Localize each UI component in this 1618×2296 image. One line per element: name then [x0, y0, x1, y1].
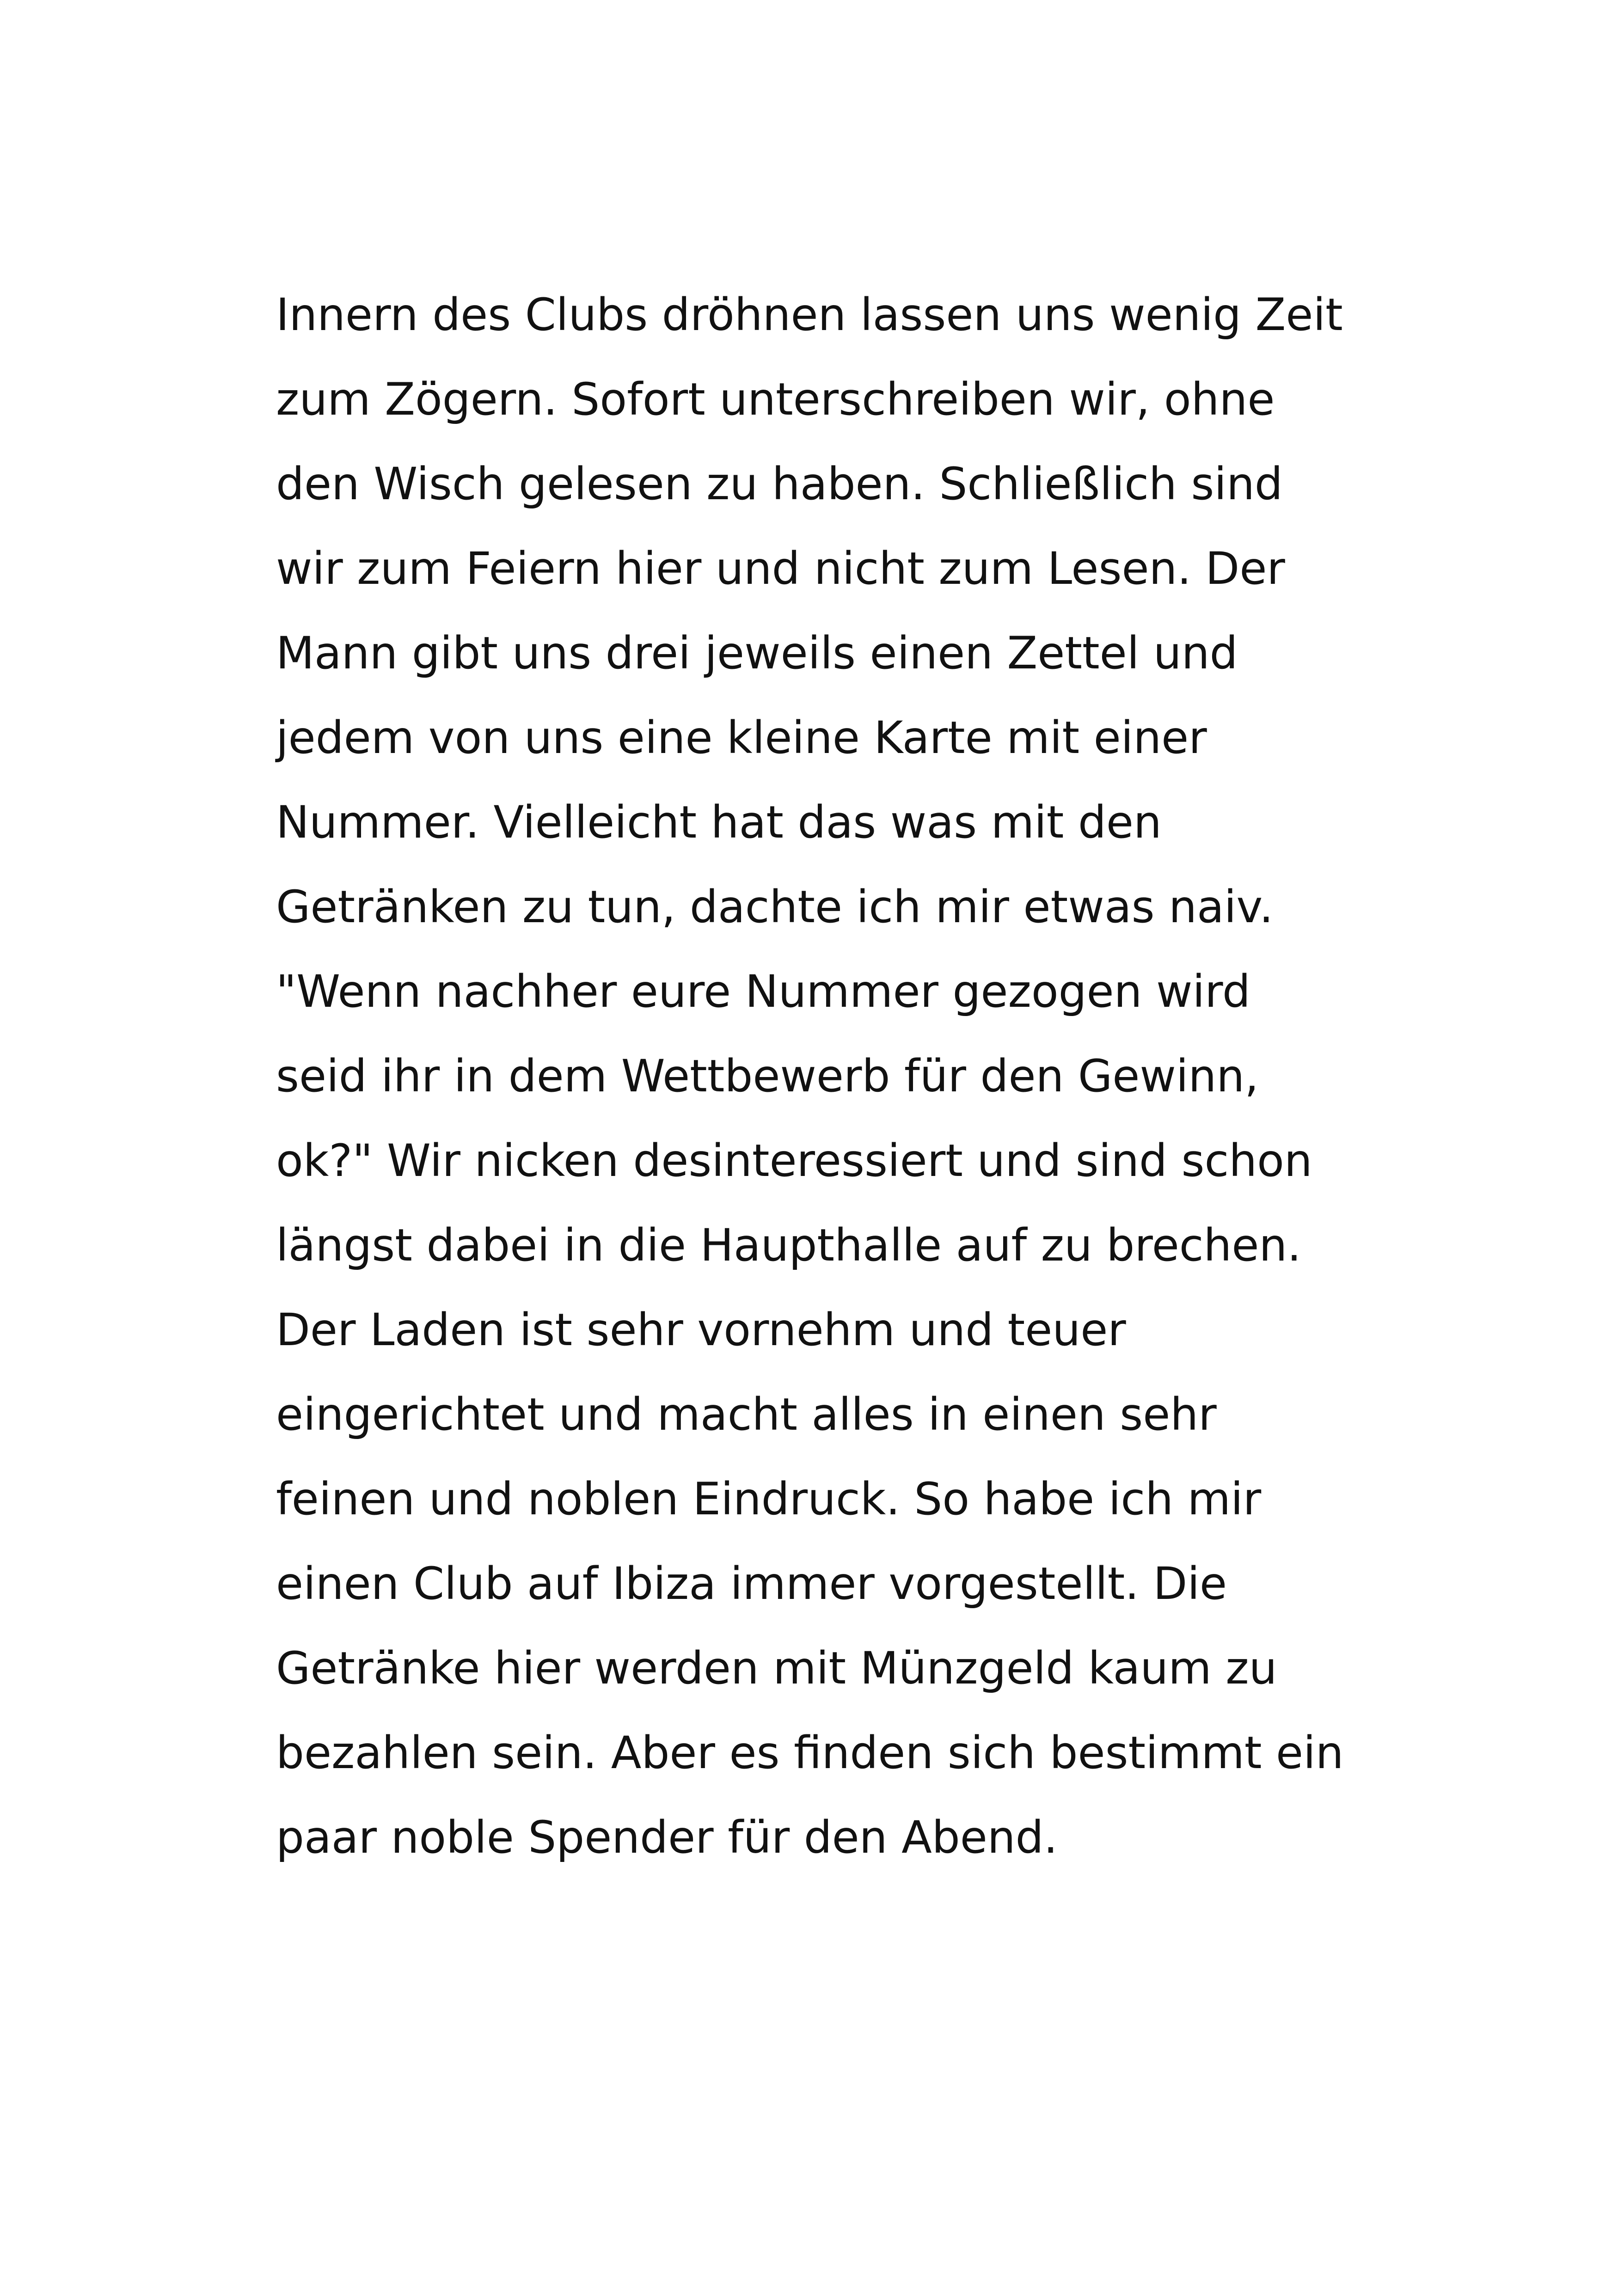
body-text — [276, 273, 1385, 1880]
text-line: Mann gibt uns drei jeweils einen Zettel und — [276, 627, 1238, 679]
text-line: Getränke hier werden mit Münzgeld kaum zu — [276, 1642, 1277, 1694]
text-line: seid ihr in dem Wettbewerb für den Gewinn, — [276, 1050, 1259, 1102]
text-line: den Wisch gelesen zu haben. Schließlich sind — [276, 458, 1283, 510]
text-line: bezahlen sein. Aber es finden sich bestimmt ein — [276, 1727, 1344, 1779]
text-line: feinen und noblen Eindruck. So habe ich mir — [276, 1473, 1262, 1525]
text-line: jedem von uns eine kleine Karte mit einer — [276, 712, 1207, 764]
text-line: Nummer. Vielleicht hat das was mit den — [276, 796, 1162, 848]
text-line: Getränken zu tun, dachte ich mir etwas naiv. — [276, 881, 1274, 933]
text-line: eingerichtet und macht alles in einen sehr — [276, 1389, 1217, 1440]
text-line: längst dabei in die Haupthalle auf zu brechen. — [276, 1219, 1301, 1271]
text-line: zum Zögern. Sofort unterschreiben wir, ohne — [276, 373, 1275, 425]
text-line: "Wenn nachher eure Nummer gezogen wird — [276, 966, 1250, 1017]
text-line: paar noble Spender für den Abend. — [276, 1812, 1058, 1863]
text-line: ok?" Wir nicken desinteressiert und sind schon — [276, 1135, 1312, 1187]
text-line: einen Club auf Ibiza immer vorgestellt. Die — [276, 1558, 1227, 1610]
text-line: wir zum Feiern hier und nicht zum Lesen. Der — [276, 543, 1285, 594]
text-line: Innern des Clubs dröhnen lassen uns wenig Zeit — [276, 289, 1343, 341]
text-line: Der Laden ist sehr vornehm und teuer — [276, 1304, 1126, 1356]
